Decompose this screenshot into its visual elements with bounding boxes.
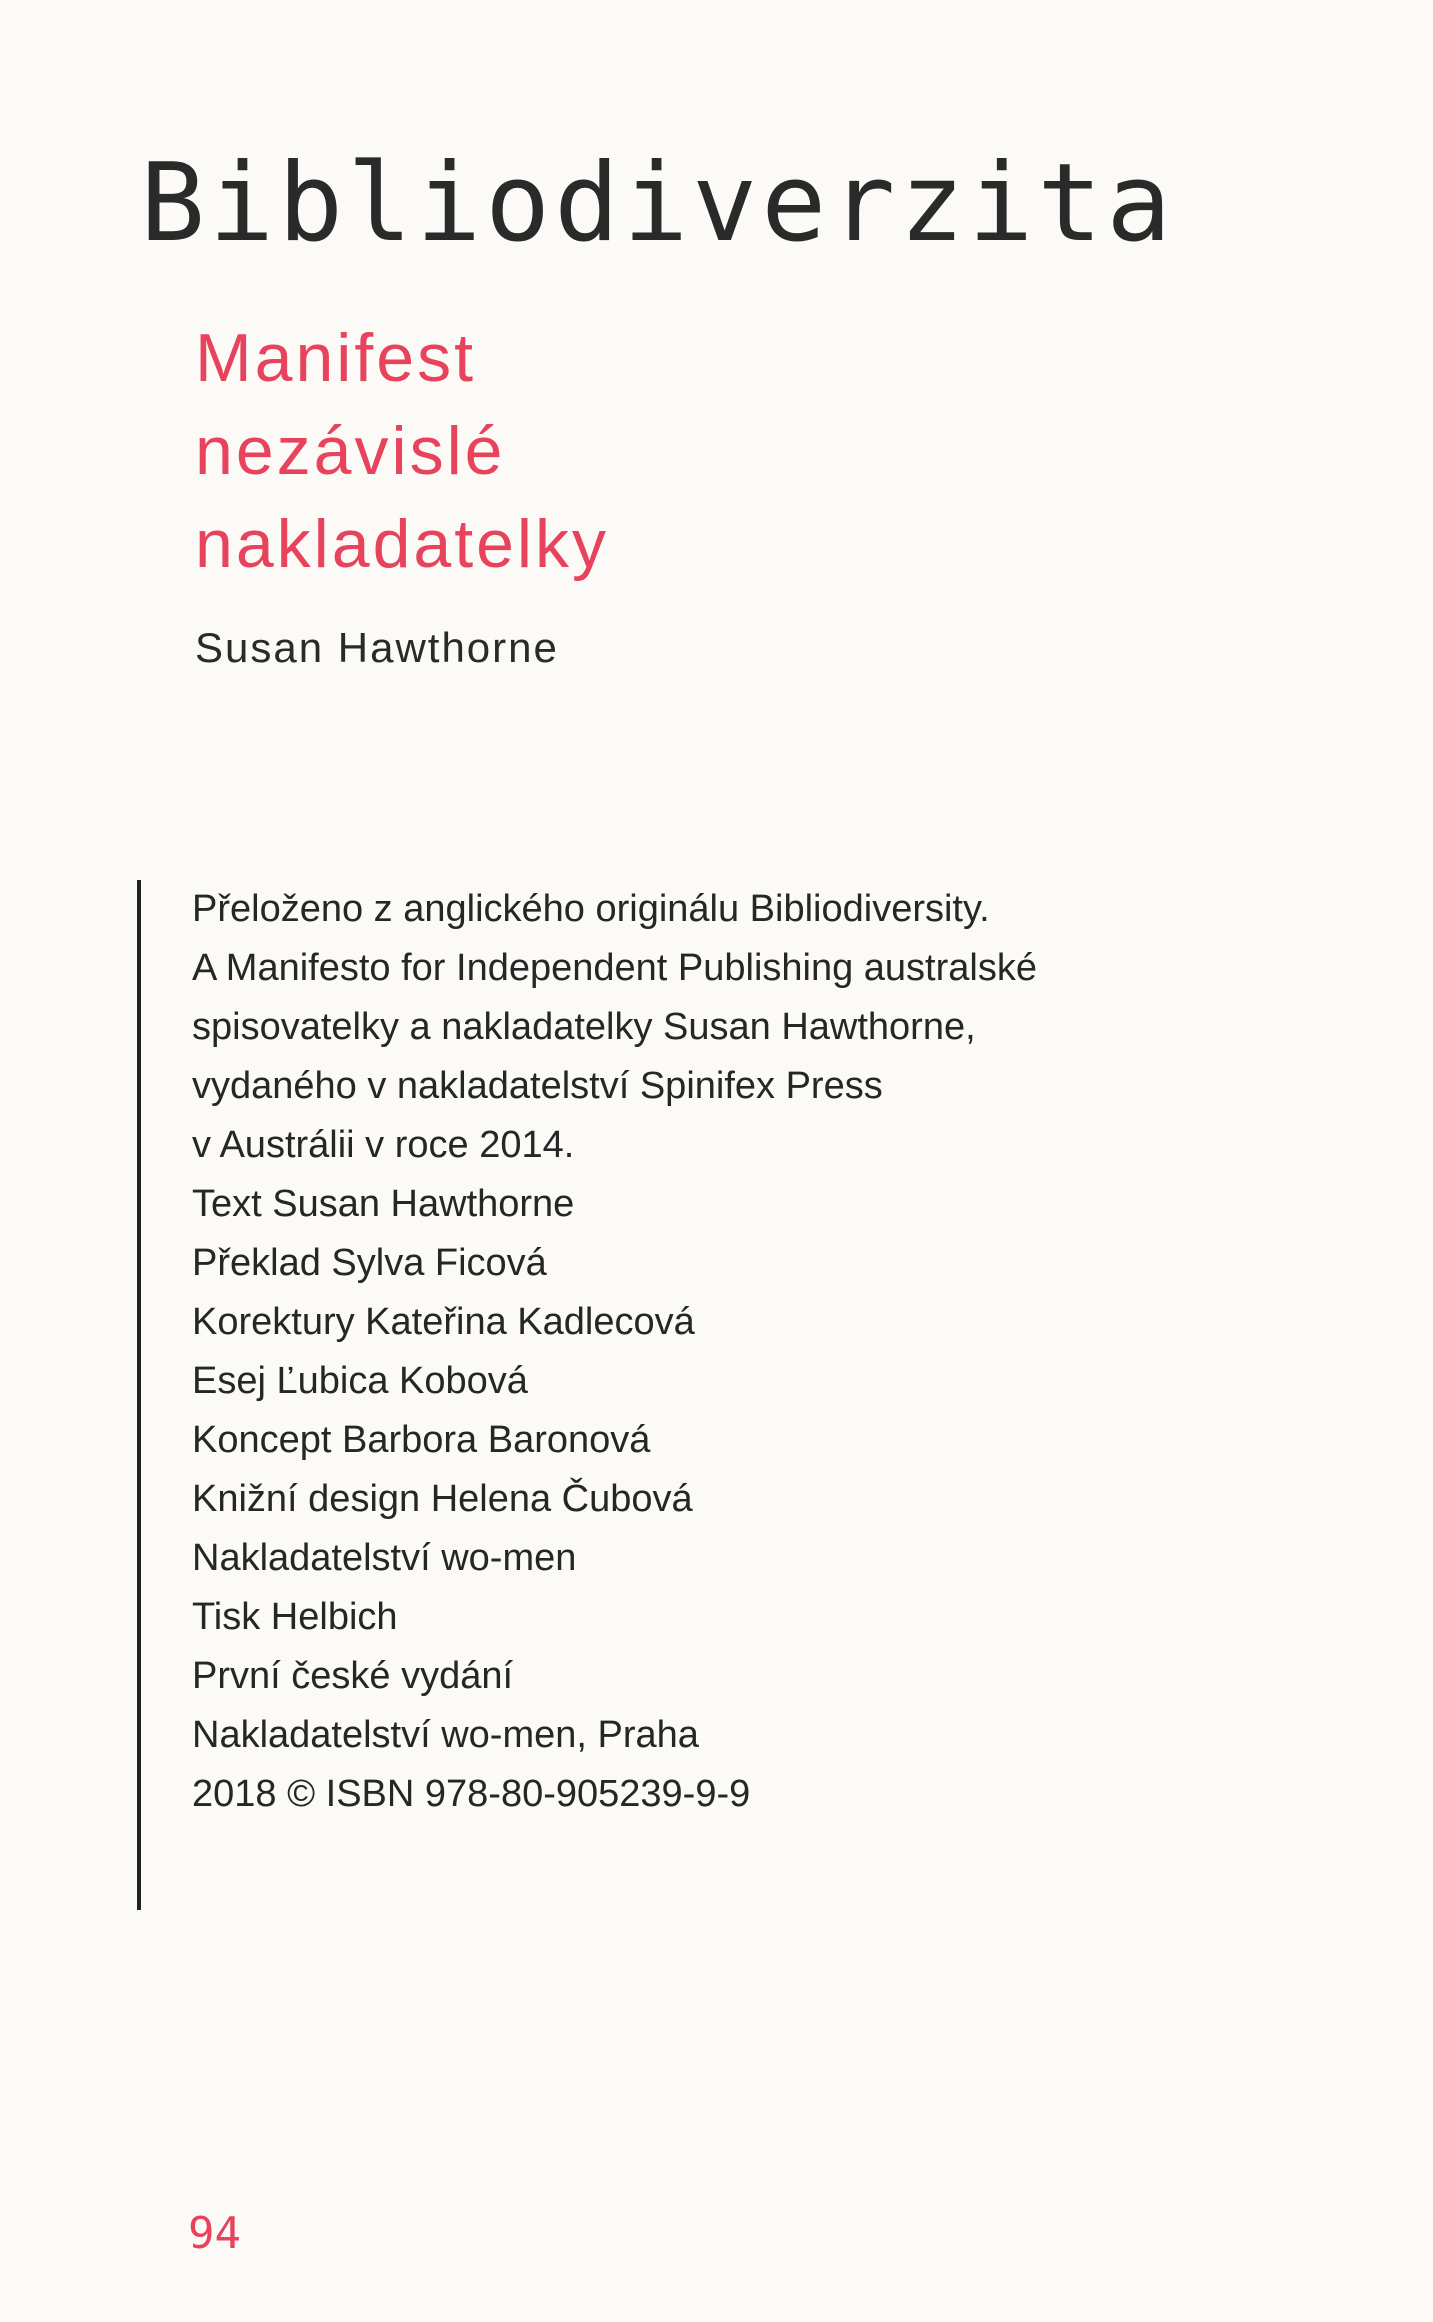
credit-text: Text Susan Hawthorne [192, 1183, 575, 1225]
credit-publisher: Nakladatelství wo-men [192, 1537, 577, 1579]
colophon [192, 880, 1292, 1824]
subtitle-line: nakladatelky [195, 506, 610, 582]
book-subtitle [195, 312, 609, 591]
credit-print: Tisk Helbich [192, 1596, 398, 1638]
edition-info [192, 1647, 1292, 1765]
credit-design: Knižní design Helena Čubová [192, 1478, 693, 1520]
translation-note-line: spisovatelky a nakladatelky Susan Hawthorne, [192, 1006, 976, 1048]
translation-note [192, 880, 1292, 1175]
isbn: 2018 © ISBN 978-80-905239-9-9 [192, 1773, 751, 1815]
edition-line: První české vydání [192, 1655, 514, 1697]
page-number: 94 [188, 2208, 241, 2259]
credit-proofreading: Korektury Kateřina Kadlecová [192, 1301, 695, 1343]
book-title: Bibliodiverzita [140, 141, 1176, 266]
translation-note-line: v Austrálii v roce 2014. [192, 1124, 575, 1166]
subtitle-line: nezávislé [195, 413, 506, 489]
credit-translation: Překlad Sylva Ficová [192, 1242, 547, 1284]
translation-note-line: A Manifesto for Independent Publishing australské [192, 947, 1037, 989]
credit-concept: Koncept Barbora Baronová [192, 1419, 651, 1461]
translation-note-line: vydaného v nakladatelství Spinifex Press [192, 1065, 883, 1107]
credits-list [192, 1175, 1292, 1588]
translation-note-line: Přeloženo z anglického originálu Bibliodiversity. [192, 888, 990, 930]
subtitle-line: Manifest [195, 320, 476, 396]
book-author: Susan Hawthorne [195, 624, 559, 671]
vertical-rule [137, 880, 141, 1910]
edition-line: Nakladatelství wo-men, Praha [192, 1714, 699, 1756]
credit-essay: Esej Ľubica Kobová [192, 1360, 528, 1402]
